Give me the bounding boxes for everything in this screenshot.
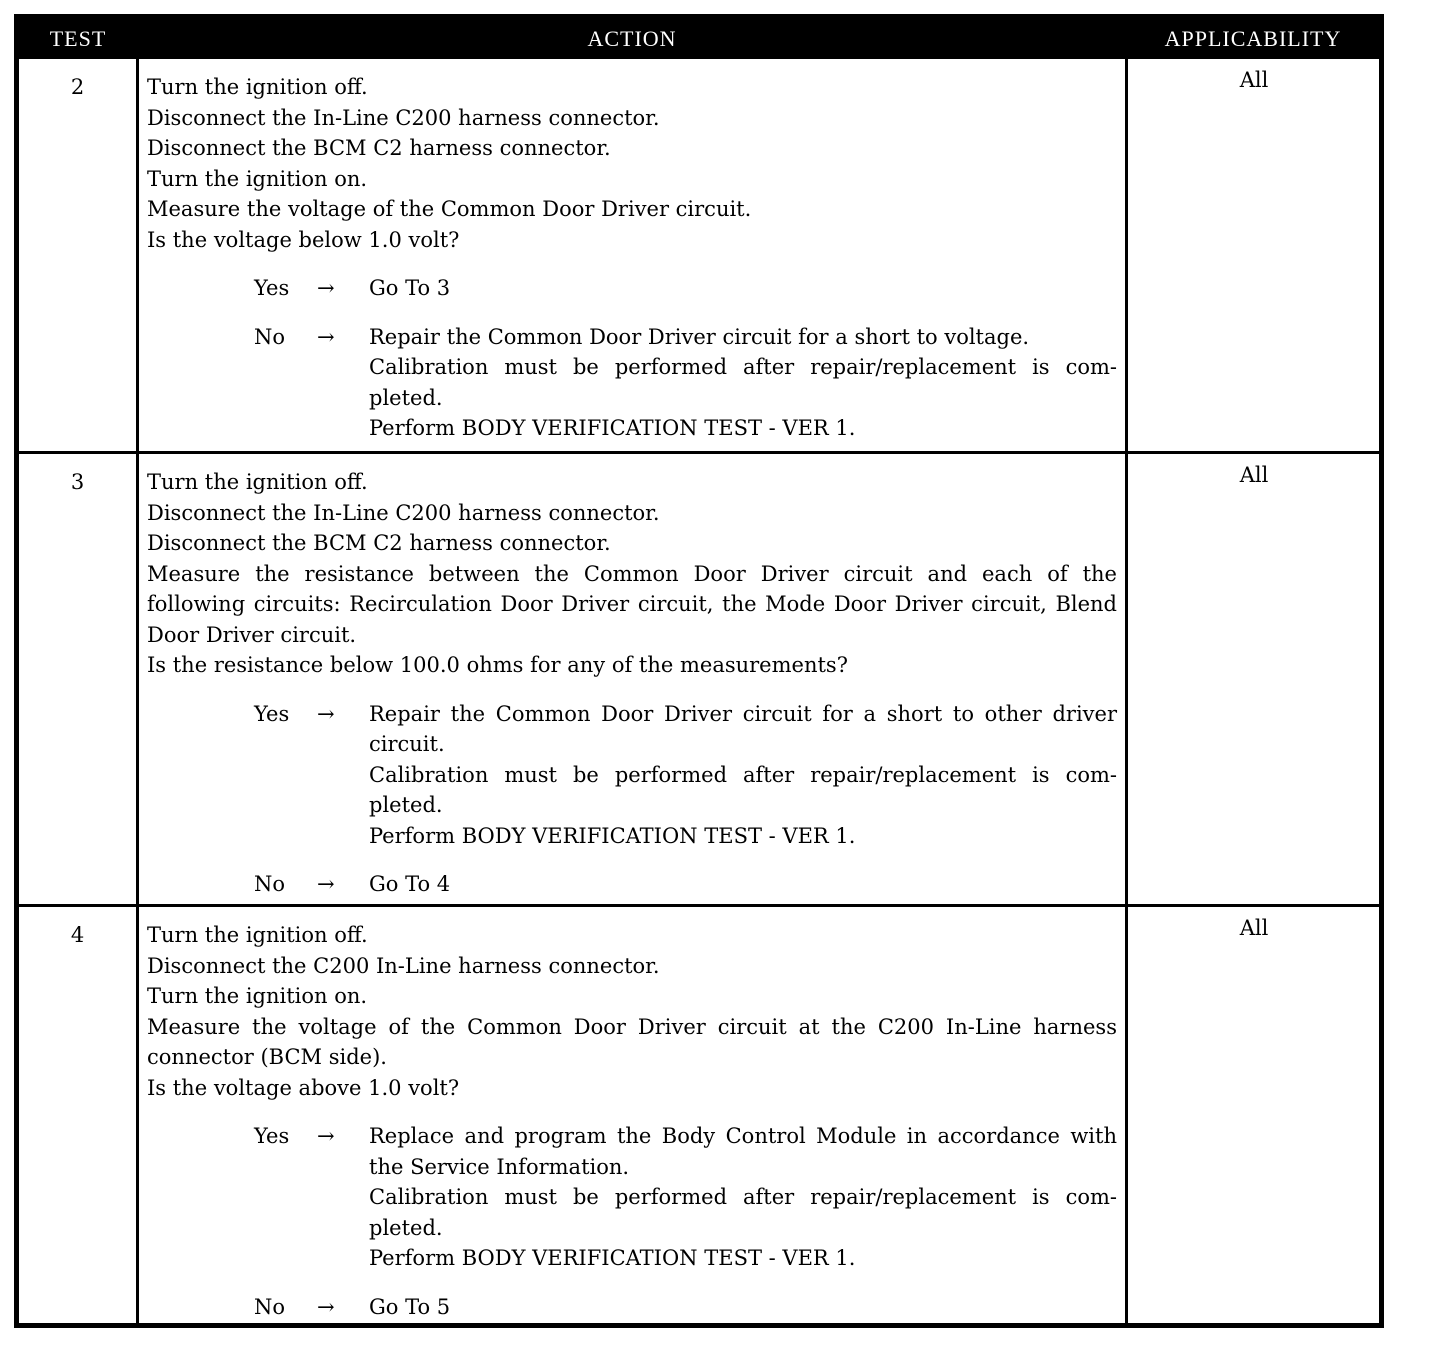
action-step: Disconnect the In-Line C200 harness connector. [147,500,660,525]
action-question: Is the voltage above 1.0 volt? [147,1075,460,1100]
header-applicability: APPLICABILITY [1164,26,1342,51]
action-step: Measure the voltage of the Common Door Driver circuit at the C200 In-Line harness connector (BCM side). [147,1014,1117,1069]
action-step: Disconnect the BCM C2 harness connector. [147,136,611,160]
right-arrow-icon: → [317,701,335,726]
table-header [19,19,1379,59]
action-cell [147,454,1117,904]
outcome-label: No [254,324,286,349]
table-row [19,451,1379,904]
action-step: Measure the voltage of the Common Door Driver circuit. [147,197,752,221]
action-step: Disconnect the BCM C2 harness connector. [147,531,611,555]
column-divider [1125,59,1128,1323]
action-step: Turn the ignition off. [147,75,368,99]
action-cell [147,907,1117,1324]
right-arrow-icon: → [317,1294,335,1319]
outcome-yes [147,699,1117,852]
applicability-value: All [1239,463,1269,487]
outcome-text: Go To 4 [369,872,451,896]
outcome-text: Repair the Common Door Driver circuit for a short to voltage. [369,324,1030,349]
outcome-text: Calibration must be performed after repair/replacement is com-pleted. [369,1185,1117,1240]
outcome-label: Yes [254,276,290,300]
outcome-label: No [254,872,286,896]
applicability-value: All [1239,68,1269,92]
outcome-text: Repair the Common Door Driver circuit for a short to other driver circuit. [369,701,1117,756]
action-step: Turn the ignition on. [147,166,368,191]
action-step: Turn the ignition off. [147,923,368,947]
outcome-yes [147,1121,1117,1274]
table-row [19,904,1379,1324]
right-arrow-icon: → [317,872,335,896]
outcome-no [147,322,1117,444]
header-test: TEST [49,26,107,51]
right-arrow-icon: → [317,276,335,300]
test-number: 3 [70,470,85,494]
action-step: Disconnect the In-Line C200 harness connector. [147,105,660,130]
outcome-label: No [254,1294,286,1319]
outcome-text: Perform BODY VERIFICATION TEST - VER 1. [369,823,856,848]
action-step: Turn the ignition on. [147,984,368,1008]
outcome-label: Yes [254,1124,290,1148]
action-step: Disconnect the C200 In-Line harness connector. [147,953,660,978]
outcome-text: Perform BODY VERIFICATION TEST - VER 1. [369,416,856,440]
right-arrow-icon: → [317,1124,335,1148]
column-divider [136,59,139,1323]
action-step: Measure the resistance between the Common Door Driver circuit and each of the following circuits: Recirculation Door Driver circuit, the Mode Door Driver circuit, Blend Door Driver circuit. [147,561,1117,647]
outcome-text: Replace and program the Body Control Module in accordance with the Service Information. [369,1124,1117,1179]
action-step: Turn the ignition off. [147,470,368,494]
test-number: 2 [70,75,85,99]
outcome-yes [147,273,1117,304]
outcome-text: Calibration must be performed after repair/replacement is com-pleted. [369,762,1117,817]
table-row [19,59,1379,451]
applicability-value: All [1239,916,1269,940]
header-action: ACTION [587,26,677,51]
right-arrow-icon: → [317,324,335,349]
outcome-text: Perform BODY VERIFICATION TEST - VER 1. [369,1246,856,1270]
action-question: Is the resistance below 100.0 ohms for any of the measurements? [147,653,848,677]
outcome-text: Go To 3 [369,276,451,300]
outcome-text: Go To 5 [369,1294,451,1319]
test-number: 4 [70,923,85,947]
outcome-text: Calibration must be performed after repair/replacement is com-pleted. [369,355,1117,410]
diagnostic-test-table [14,14,1384,1328]
outcome-no [147,869,1117,900]
action-cell [147,59,1117,451]
action-question: Is the voltage below 1.0 volt? [147,227,460,252]
outcome-no [147,1292,1117,1323]
outcome-label: Yes [254,701,290,726]
